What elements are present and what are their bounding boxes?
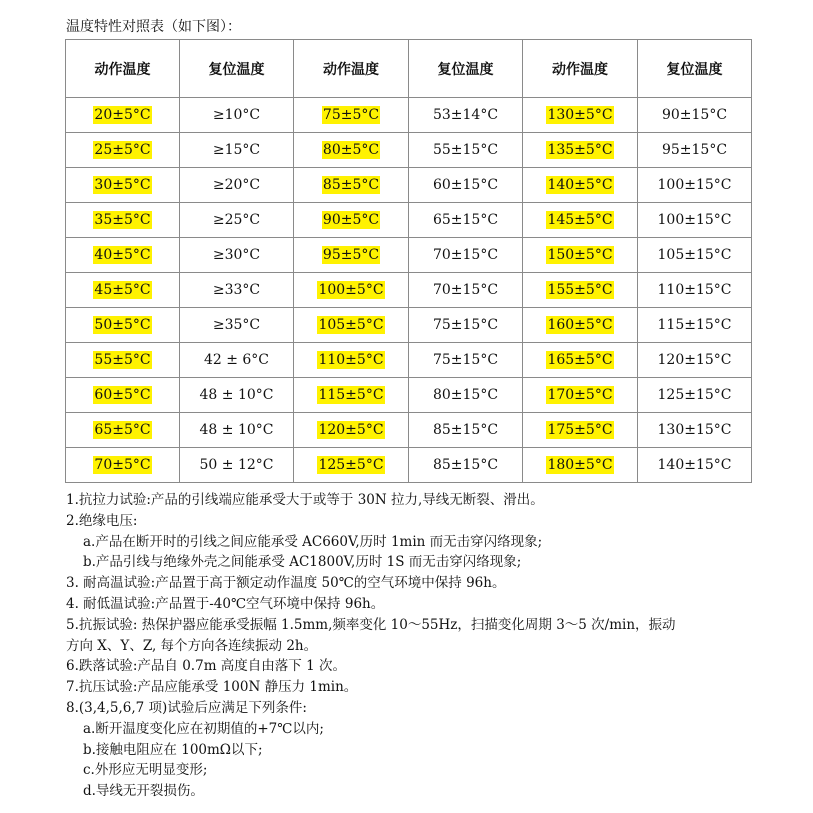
- cell-reset-temperature: [638, 238, 752, 273]
- cell-value: 140±15°C: [657, 457, 732, 473]
- cell-reset-temperature: [638, 448, 752, 483]
- highlighted-value: 40±5°C: [94, 247, 151, 263]
- cell-value: 115±15°C: [657, 317, 732, 333]
- cell-reset-temperature: [180, 413, 294, 448]
- cell-value: 80±15°C: [432, 387, 499, 403]
- highlighted-value: 50±5°C: [94, 317, 151, 333]
- highlighted-value: 45±5°C: [94, 282, 151, 298]
- table-row: [66, 413, 752, 448]
- cell-reset-temperature: [638, 133, 752, 168]
- requirement-item: 6.跌落试验:产品自 0.7m 高度自由落下 1 次。: [66, 658, 346, 675]
- cell-value: 95±15°C: [661, 142, 728, 158]
- cell-action-temperature: [66, 203, 180, 238]
- cell-value: 60±15°C: [432, 177, 499, 193]
- cell-action-temperature: [523, 378, 638, 413]
- requirement-subitem: d.导线无开裂损伤。: [83, 783, 204, 800]
- highlighted-value: 180±5°C: [547, 457, 613, 473]
- cell-action-temperature: [523, 343, 638, 378]
- requirement-item: 1.抗拉力试验:产品的引线端应能承受大于或等于 30N 拉力,导线无断裂、滑出。: [66, 492, 544, 508]
- cell-action-temperature: [523, 413, 638, 448]
- cell-reset-temperature: [638, 168, 752, 203]
- cell-reset-temperature: [180, 238, 294, 273]
- cell-value: ≥30°C: [212, 247, 261, 263]
- cell-action-temperature: [66, 343, 180, 378]
- header-reset-temperature: 复位温度: [638, 40, 752, 98]
- cell-value: 42 ± 6°C: [203, 352, 270, 368]
- table-body: [66, 98, 752, 483]
- requirement-item: 8.(3,4,5,6,7 项)试验后应满足下列条件:: [66, 699, 307, 716]
- table-row: [66, 378, 752, 413]
- cell-action-temperature: [66, 448, 180, 483]
- cell-reset-temperature: [638, 203, 752, 238]
- cell-reset-temperature: [409, 413, 523, 448]
- requirement-item: 4. 耐低温试验:产品置于-40℃空气环境中保持 96h。: [66, 595, 385, 612]
- requirement-subitem: a.断开温度变化应在初期值的+7℃以内;: [83, 720, 324, 737]
- cell-value: 85±15°C: [432, 422, 499, 438]
- cell-value: ≥15°C: [212, 142, 261, 158]
- cell-reset-temperature: [638, 378, 752, 413]
- table-row: [66, 133, 752, 168]
- cell-value: 90±15°C: [661, 107, 728, 123]
- cell-reset-temperature: [409, 168, 523, 203]
- requirement-item: 2.绝缘电压:: [66, 512, 138, 529]
- cell-action-temperature: [294, 273, 409, 308]
- table-header-row: [66, 40, 752, 98]
- cell-action-temperature: [294, 238, 409, 273]
- test-requirements: [66, 490, 756, 802]
- cell-reset-temperature: [638, 413, 752, 448]
- header-action-temperature: 动作温度: [294, 40, 409, 98]
- cell-action-temperature: [66, 273, 180, 308]
- highlighted-value: 100±5°C: [318, 282, 384, 298]
- cell-value: ≥35°C: [212, 317, 261, 333]
- cell-value: 70±15°C: [432, 247, 499, 263]
- cell-value: ≥33°C: [212, 282, 261, 298]
- cell-reset-temperature: [180, 133, 294, 168]
- highlighted-value: 30±5°C: [94, 177, 151, 193]
- highlighted-value: 35±5°C: [94, 212, 151, 228]
- cell-reset-temperature: [409, 238, 523, 273]
- highlighted-value: 25±5°C: [94, 142, 151, 158]
- cell-reset-temperature: [180, 308, 294, 343]
- cell-reset-temperature: [409, 273, 523, 308]
- cell-value: 110±15°C: [657, 282, 732, 298]
- highlighted-value: 105±5°C: [318, 317, 384, 333]
- table-row: [66, 238, 752, 273]
- cell-reset-temperature: [409, 133, 523, 168]
- cell-value: 48 ± 10°C: [199, 422, 274, 438]
- cell-action-temperature: [66, 413, 180, 448]
- cell-reset-temperature: [638, 343, 752, 378]
- cell-reset-temperature: [180, 273, 294, 308]
- header-reset-temperature: 复位温度: [409, 40, 523, 98]
- cell-value: 65±15°C: [432, 212, 499, 228]
- highlighted-value: 145±5°C: [547, 212, 613, 228]
- highlighted-value: 120±5°C: [318, 422, 384, 438]
- cell-action-temperature: [66, 308, 180, 343]
- requirement-subitem: c.外形应无明显变形;: [83, 762, 208, 779]
- cell-reset-temperature: [180, 448, 294, 483]
- cell-action-temperature: [66, 168, 180, 203]
- cell-reset-temperature: [638, 98, 752, 133]
- cell-value: 48 ± 10°C: [199, 387, 274, 403]
- highlighted-value: 165±5°C: [547, 352, 613, 368]
- cell-reset-temperature: [180, 168, 294, 203]
- cell-value: 125±15°C: [657, 387, 732, 403]
- cell-action-temperature: [66, 133, 180, 168]
- cell-action-temperature: [294, 98, 409, 133]
- cell-value: 100±15°C: [657, 177, 732, 193]
- highlighted-value: 80±5°C: [322, 142, 380, 158]
- cell-action-temperature: [294, 308, 409, 343]
- cell-value: 105±15°C: [657, 247, 732, 263]
- cell-action-temperature: [294, 343, 409, 378]
- cell-reset-temperature: [409, 448, 523, 483]
- highlighted-value: 115±5°C: [318, 387, 384, 403]
- highlighted-value: 110±5°C: [318, 352, 384, 368]
- cell-value: 53±14°C: [432, 107, 499, 123]
- requirement-subitem: b.接触电阻应在 100mΩ以下;: [83, 741, 263, 758]
- highlighted-value: 170±5°C: [547, 387, 613, 403]
- cell-reset-temperature: [180, 378, 294, 413]
- cell-action-temperature: [523, 168, 638, 203]
- cell-action-temperature: [294, 168, 409, 203]
- header-action-temperature: 动作温度: [66, 40, 180, 98]
- highlighted-value: 65±5°C: [94, 422, 151, 438]
- table-row: [66, 448, 752, 483]
- highlighted-value: 60±5°C: [94, 387, 151, 403]
- cell-reset-temperature: [409, 308, 523, 343]
- highlighted-value: 95±5°C: [322, 247, 380, 263]
- cell-action-temperature: [294, 133, 409, 168]
- cell-action-temperature: [523, 273, 638, 308]
- cell-reset-temperature: [409, 343, 523, 378]
- table-row: [66, 343, 752, 378]
- cell-value: ≥20°C: [212, 177, 261, 193]
- requirement-subitem: a.产品在断开时的引线之间应能承受 AC660V,历时 1min 而无击穿闪络现象;: [83, 533, 543, 550]
- cell-action-temperature: [523, 98, 638, 133]
- highlighted-value: 75±5°C: [322, 107, 380, 123]
- requirement-subitem: b.产品引线与绝缘外壳之间能承受 AC1800V,历时 1S 而无击穿闪络现象;: [83, 554, 522, 571]
- highlighted-value: 70±5°C: [94, 457, 151, 473]
- requirement-item: 方向 X、Y、Z, 每个方向各连续振动 2h。: [66, 637, 318, 654]
- cell-action-temperature: [294, 378, 409, 413]
- cell-value: 70±15°C: [432, 282, 499, 298]
- cell-action-temperature: [523, 308, 638, 343]
- cell-reset-temperature: [180, 203, 294, 238]
- cell-action-temperature: [294, 448, 409, 483]
- highlighted-value: 20±5°C: [94, 107, 151, 123]
- highlighted-value: 140±5°C: [547, 177, 613, 193]
- highlighted-value: 160±5°C: [547, 317, 613, 333]
- cell-reset-temperature: [409, 98, 523, 133]
- requirement-item: 3. 耐高温试验:产品置于高于额定动作温度 50℃的空气环境中保持 96h。: [66, 575, 506, 592]
- cell-value: 75±15°C: [432, 317, 499, 333]
- header-reset-temperature: 复位温度: [180, 40, 294, 98]
- cell-value: 130±15°C: [657, 422, 732, 438]
- cell-value: 100±15°C: [657, 212, 732, 228]
- cell-reset-temperature: [638, 273, 752, 308]
- cell-value: 55±15°C: [432, 142, 499, 158]
- cell-reset-temperature: [409, 378, 523, 413]
- requirement-item: 7.抗压试验:产品应能承受 100N 静压力 1min。: [66, 679, 358, 696]
- cell-action-temperature: [294, 413, 409, 448]
- highlighted-value: 55±5°C: [94, 352, 151, 368]
- cell-action-temperature: [523, 448, 638, 483]
- highlighted-value: 135±5°C: [547, 142, 613, 158]
- highlighted-value: 150±5°C: [547, 247, 613, 263]
- highlighted-value: 85±5°C: [322, 177, 380, 193]
- highlighted-value: 125±5°C: [318, 457, 384, 473]
- table-caption: 温度特性对照表（如下图）：: [66, 19, 241, 35]
- highlighted-value: 155±5°C: [547, 282, 613, 298]
- table-row: [66, 98, 752, 133]
- cell-action-temperature: [66, 378, 180, 413]
- cell-action-temperature: [523, 133, 638, 168]
- cell-action-temperature: [523, 203, 638, 238]
- cell-value: 50 ± 12°C: [199, 457, 274, 473]
- cell-value: ≥10°C: [212, 107, 261, 123]
- temperature-characteristic-table: [65, 39, 752, 483]
- cell-reset-temperature: [180, 98, 294, 133]
- cell-value: 120±15°C: [657, 352, 732, 368]
- cell-action-temperature: [523, 238, 638, 273]
- table-row: [66, 203, 752, 238]
- table-row: [66, 168, 752, 203]
- cell-action-temperature: [66, 238, 180, 273]
- cell-reset-temperature: [409, 203, 523, 238]
- highlighted-value: 130±5°C: [547, 107, 613, 123]
- cell-action-temperature: [66, 98, 180, 133]
- cell-reset-temperature: [638, 308, 752, 343]
- cell-value: 75±15°C: [432, 352, 499, 368]
- table-row: [66, 273, 752, 308]
- cell-action-temperature: [294, 203, 409, 238]
- table-row: [66, 308, 752, 343]
- cell-reset-temperature: [180, 343, 294, 378]
- cell-value: 85±15°C: [432, 457, 499, 473]
- header-action-temperature: 动作温度: [523, 40, 638, 98]
- requirement-item: 5.抗振试验: 热保护器应能承受振幅 1.5mm,频率变化 10～55Hz，扫描变化周期 3～5 次/min，振动: [66, 616, 676, 633]
- highlighted-value: 175±5°C: [547, 422, 613, 438]
- cell-value: ≥25°C: [212, 212, 261, 228]
- highlighted-value: 90±5°C: [322, 212, 380, 228]
